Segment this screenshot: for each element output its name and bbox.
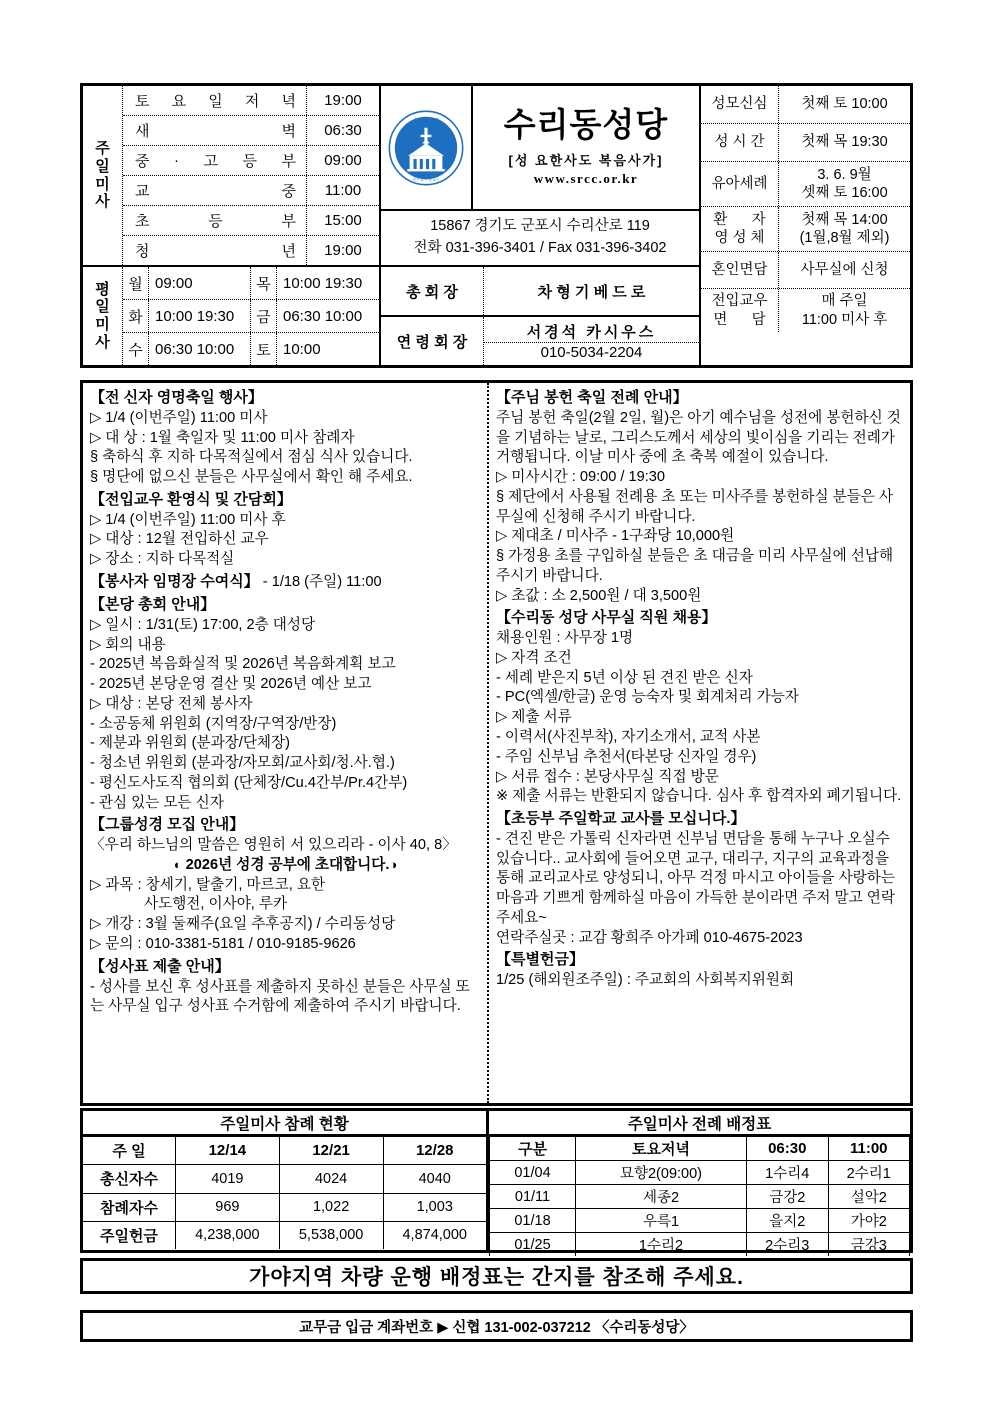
sacrament-value-line: 사무실에 신청: [800, 261, 889, 278]
section-title-sacrament-slip: 【성사표 제출 안내】: [90, 957, 230, 975]
announcement-line: - 제분과 위원회 (분과장/단체장): [90, 735, 290, 752]
assignment-0630: 1수리4: [747, 1161, 829, 1185]
sunday-mass-row: [123, 86, 379, 116]
sacrament-label: [701, 207, 779, 251]
announcement-line: ▷ 문의 : 010-3381-5181 / 010-9185-9626: [90, 936, 356, 952]
section-title-sunday-school-teacher: 【초등부 주일학교 교사를 모십니다.】: [496, 810, 746, 828]
bible-group-lines: [90, 876, 481, 955]
table-row: [83, 1165, 486, 1193]
assignment-0630: 2수리3: [747, 1233, 829, 1257]
sacrament-slip-text: - 성사를 보신 후 성사표를 제출하지 못하신 분들은 사무실 또는 사무실 입구 성사표 수거함에 제출하여 주시기 바랍니다.: [90, 978, 470, 1015]
weekday-day: 화: [123, 300, 149, 332]
mass-name-char: 년: [281, 243, 296, 260]
sunday-mass-time: 06:30: [324, 122, 362, 139]
assignment-1100: 금강3: [828, 1233, 910, 1257]
sacrament-label: 혼인면담: [701, 252, 779, 288]
sacrament-label: 성 시 간: [701, 124, 779, 161]
table-row: [490, 1185, 910, 1209]
announcement-line: - 평신도사도직 협의회 (단체장/Cu.4간부/Pr.4간부): [90, 774, 408, 791]
sunday-mass-label-c3: 사: [95, 193, 110, 211]
sunday-mass-time: 11:00: [324, 182, 362, 199]
sacrament-value-line: (1월,8월 제외): [799, 230, 890, 246]
assignment-date: 01/18: [490, 1209, 576, 1233]
svg-text:수리동성당: 수리동성당: [412, 117, 440, 124]
vehicle-schedule-banner: 가야지역 차량 운행 배정표는 간지를 참조해 주세요.: [80, 1258, 913, 1294]
weekday-mass-label: [83, 267, 123, 365]
announcement-line: ▷ 일시 : 1/31(토) 17:00, 2층 대성당: [90, 616, 316, 633]
weekday-day: 월: [123, 267, 149, 299]
assignment-sat: 1수리2: [576, 1233, 747, 1257]
attendance-table: [83, 1136, 486, 1249]
sacrament-row: [701, 124, 910, 162]
assignment-1100: 가야2: [828, 1209, 910, 1233]
table-row: [490, 1137, 910, 1161]
weekday-mass-label-c2: 미: [95, 316, 110, 333]
mass-name-char: 고: [203, 153, 218, 170]
weekday-day: 목: [251, 267, 277, 299]
sacrament-value-line: 매 주일: [821, 293, 868, 310]
mass-name-char: 부: [281, 153, 296, 170]
sacrament-value: [779, 86, 910, 123]
weekday-day: 수: [123, 333, 149, 365]
mass-name-char: 녁: [281, 93, 296, 110]
sunday-school-teacher-body: - 견진 받은 가톨릭 신자라면 신부님 면담을 통해 누구나 오실수 있습니다.. 교사회에 들어오면 교구, 대리구, 지구의 교육과정을 통해 교리교사로 양성되니, 아무 걱정 마시고 아이들을 사랑하는 마음과 기쁘게 함께하실 마음이 가득한 분이라면 주저 말고 연락 주세요~: [496, 830, 895, 926]
sunday-mass-label-c0: 주: [95, 140, 110, 158]
table-header-cell: 주 일: [83, 1137, 176, 1165]
statistics-tables: [80, 1108, 913, 1253]
table-row-label: 총신자수: [83, 1165, 176, 1193]
assignment-sat: 세종2: [576, 1185, 747, 1209]
sunday-mass-label-c1: 일: [95, 157, 110, 175]
feast-day-lines: [90, 409, 481, 488]
sacrament-schedule-block: [701, 86, 910, 365]
table-header-cell: 구분: [490, 1137, 576, 1161]
sacrament-value-line: 셋째 토 16:00: [801, 185, 888, 201]
chief-officer-row: [381, 267, 699, 317]
weekday-mass-section: [83, 267, 379, 365]
sacrament-row: [701, 207, 910, 252]
mass-name-char: 저: [244, 93, 260, 110]
table-cell: 4,238,000: [176, 1221, 280, 1249]
assignment-sat: 우륵1: [576, 1209, 747, 1233]
bible-group-invite-text: 2026년 성경 공부에 초대합니다.: [185, 856, 390, 873]
sacrament-row: [701, 289, 910, 332]
sunday-mass-time: 19:00: [324, 92, 362, 109]
sacrament-row: [701, 252, 910, 289]
sunday-mass-row: [123, 176, 379, 206]
sunday-mass-name: [123, 236, 307, 265]
moon-icon-left: ◐: [173, 856, 182, 872]
parish-assembly-lines: [90, 616, 481, 814]
sunday-mass-time: 15:00: [324, 212, 362, 229]
weekday-time: 10:00 19:30: [149, 300, 251, 332]
weekday-mass-label-c1: 일: [95, 298, 110, 316]
church-website[interactable]: www.srcc.or.kr: [533, 171, 639, 186]
announcement-line: ▷ 회의 내용: [90, 636, 166, 653]
sunday-mass-label-c2: 미: [95, 175, 110, 193]
weekday-mass-rows: [123, 267, 379, 365]
announcement-line: - 2025년 복음화실적 및 2026년 복음화계획 보고: [90, 656, 396, 673]
candle-offering-note-1: § 제단에서 사용될 전례용 초 또는 미사주를 봉헌하실 분들은 사무실에 신청해 주시기 바랍니다.: [496, 488, 894, 525]
church-logo-icon: [387, 109, 465, 187]
announcement-line: § 명단에 없으신 분들은 사무실에서 확인 해 주세요.: [90, 469, 413, 486]
section-title-special-offering: 【특별헌금】: [496, 951, 584, 969]
section-title-newcomer-welcome: 【전입교우 환영식 및 간담회】: [90, 490, 292, 508]
announcement-line: ▷ 개강 : 3월 둘째주(요일 추후공지) / 수리동성당: [90, 916, 396, 933]
announcement-line: 사도행전, 이사야, 루카: [144, 896, 288, 913]
liturgy-assignment-title: 주일미사 전례 배정표: [489, 1111, 910, 1136]
sunday-mass-name: [123, 116, 307, 145]
sacrament-label-line: 영 성 체: [714, 230, 765, 246]
sunday-mass-row: [123, 206, 379, 236]
weekday-time: 06:30 10:00: [149, 333, 251, 365]
table-cell: 4024: [279, 1165, 383, 1193]
section-title-bible-group: 【그룹성경 모집 안내】: [90, 816, 245, 834]
announcement-line: - PC(엑셀/한글) 운영 능숙자 및 회계처리 가능자: [496, 689, 799, 706]
table-cell: 5,538,000: [279, 1221, 383, 1249]
announcement-line: - 이력서(사진부착), 자기소개서, 교적 사본: [496, 728, 761, 745]
attendance-table-block: [83, 1111, 489, 1250]
presentation-feast-mass-time: ▷ 미사시간 : 09:00 / 19:30: [496, 469, 666, 486]
sacrament-value: [779, 207, 910, 251]
table-row-label: 주일헌금: [83, 1221, 176, 1249]
table-header-cell: 11:00: [828, 1137, 910, 1161]
announcement-line: ▷ 1/4 (이번주일) 11:00 미사 후: [90, 511, 286, 528]
liturgy-assignment-block: [489, 1111, 910, 1254]
table-header-cell: 12/14: [176, 1137, 280, 1165]
mass-name-char: 중: [135, 153, 150, 170]
announcement-line: - 2025년 본당운영 결산 및 2026년 예산 보고: [90, 676, 372, 693]
sacrament-value: [779, 124, 910, 161]
table-cell: 1,022: [279, 1193, 383, 1221]
announcement-line: § 축하식 후 지하 다목적실에서 점심 식사 있습니다.: [90, 449, 413, 466]
table-cell: 4040: [383, 1165, 486, 1193]
sacrament-value-line: 첫째 토 10:00: [801, 96, 888, 113]
senior-officer-row: [381, 317, 699, 365]
weekday-mass-label-c3: 사: [95, 333, 110, 351]
svg-text:천주교 수원교구: 천주교 수원교구: [412, 176, 440, 182]
volunteer-appointment-title: 【봉사자 임명장 수여식】: [90, 572, 259, 590]
sunday-mass-time: 09:00: [324, 152, 362, 169]
mass-name-char: 등: [208, 213, 223, 230]
mass-name-char: 청: [135, 243, 150, 260]
weekday-day: 토: [251, 333, 277, 365]
assignment-1100: 설악2: [828, 1185, 910, 1209]
sunday-mass-name: [123, 86, 307, 115]
sunday-mass-row: [123, 236, 379, 265]
church-patron: [성 요한사도 복음사가]: [508, 153, 664, 168]
section-title-feast-day: 【전 신자 영명축일 행사】: [90, 389, 263, 406]
candle-offering-price-1: ▷ 제대초 / 미사주 - 1구좌당 10,000원: [496, 528, 735, 545]
announcement-line: - 관심 있는 모든 신자: [90, 794, 224, 811]
announcement-line: ▷ 1/4 (이번주일) 11:00 미사: [90, 409, 268, 426]
sunday-mass-label: [83, 86, 123, 265]
weekday-time: 09:00: [149, 267, 251, 299]
sacrament-row: [701, 86, 910, 124]
weekday-time: 06:30 10:00: [283, 307, 363, 325]
table-cell: 4019: [176, 1165, 280, 1193]
announcement-line: - 주임 신부님 추천서(타본당 신자일 경우): [496, 748, 757, 765]
table-cell: 4,874,000: [383, 1221, 486, 1249]
sunday-mass-name: [123, 176, 307, 205]
mass-name-char: ·: [174, 152, 179, 169]
liturgy-assignment-table: [489, 1136, 910, 1256]
assignment-date: 01/11: [490, 1185, 576, 1209]
sacrament-value-line: 3. 6. 9월: [817, 166, 872, 183]
bible-group-invite: [90, 856, 481, 876]
section-title-parish-assembly: 【본당 총회 안내】: [90, 596, 216, 614]
sacrament-row: [701, 162, 910, 207]
announcement-line: ▷ 과목 : 창세기, 탈출기, 마르코, 요한: [90, 876, 326, 893]
sunday-mass-row: [123, 116, 379, 146]
volunteer-appointment-detail: - 1/18 (주일) 11:00: [258, 573, 382, 590]
table-row: [490, 1161, 910, 1185]
mass-name-char: 새: [135, 123, 150, 140]
church-address: [381, 211, 699, 267]
sacrament-label: [701, 289, 779, 332]
sunday-school-teacher-contact: 연락주실곳 : 교감 황희주 아가페 010-4675-2023: [496, 929, 803, 946]
assignment-date: 01/04: [490, 1161, 576, 1185]
mass-name-char: 벽: [281, 123, 296, 140]
address-line-2: 전화 031-396-3401 / Fax 031-396-3402: [413, 240, 667, 256]
assignment-0630: 을지2: [747, 1209, 829, 1233]
sacrament-value-line: 첫째 목 14:00: [801, 211, 888, 228]
sunday-mass-rows: [123, 86, 379, 265]
weekday-time: 10:00 19:30: [283, 274, 363, 292]
table-row: [83, 1137, 486, 1165]
announcement-line: ▷ 장소 : 지하 다목적실: [90, 551, 235, 568]
announcement-line: 채용인원 : 사무장 1명: [496, 630, 634, 647]
senior-officer-label: 연 령 회 장: [381, 317, 484, 365]
mass-name-char: 토: [135, 93, 150, 110]
presentation-feast-body: 주님 봉헌 축일(2월 2일, 월)은 아기 예수님을 성전에 봉헌하신 것을 기념하는 날로, 그리스도께서 세상의 빛이심을 기리는 전례가 거행됩니다. 이날 미사 중에 초 축복 예절이 있습니다.: [496, 409, 901, 466]
mass-name-char: 초: [135, 213, 150, 230]
announcement-line: ▷ 대상 : 본당 전체 봉사자: [90, 695, 253, 712]
sunday-mass-row: [123, 146, 379, 176]
mass-name-char: 교: [135, 183, 150, 200]
weekday-mass-row: [123, 333, 379, 365]
candle-offering-note-2: § 가정용 초를 구입하실 분들은 초 대금을 미리 사무실에 선납해 주시기 바랍니다.: [496, 548, 894, 584]
assignment-0630: 금강2: [747, 1185, 829, 1209]
account-number-banner: 교무금 입금 계좌번호 ▶ 신협 131-002-037212 〈수리동성당〉: [80, 1310, 913, 1342]
announcement-line: - 청소년 위원회 (분과장/자모회/교사회/청.사.협.): [90, 755, 395, 772]
announcement-line: ▷ 대상 : 12월 전입하신 교우: [90, 531, 269, 548]
assignment-date: 01/25: [490, 1233, 576, 1257]
church-title-group: [473, 86, 699, 209]
chief-officer-label: 총 회 장: [381, 267, 484, 315]
sacrament-value: [779, 252, 910, 288]
assignment-1100: 2수리1: [828, 1161, 910, 1185]
announcement-line: ▷ 제출 서류: [496, 709, 572, 726]
church-logo-cell: [381, 86, 473, 209]
table-header-cell: 06:30: [747, 1137, 829, 1161]
section-title-presentation-feast: 【주님 봉헌 축일 전례 안내】: [496, 389, 688, 406]
announcement-line: ▷ 자격 조건: [496, 649, 572, 666]
announcements-body: [80, 380, 913, 1106]
sacrament-label-line: 환 자: [713, 211, 766, 228]
table-row: [83, 1193, 486, 1221]
sacrament-value-line: 11:00 미사 후: [801, 311, 888, 328]
announcements-left-column: [83, 383, 489, 1103]
table-row-label: 참례자수: [83, 1193, 176, 1221]
announcement-line: - 소공동체 위원회 (지역장/구역장/반장): [90, 715, 337, 732]
staff-recruitment-lines: [496, 629, 904, 787]
weekday-mass-row: [123, 300, 379, 333]
church-title-row: [381, 86, 699, 211]
section-title-staff-recruitment: 【수리동 성당 사무실 직원 채용】: [496, 609, 717, 627]
sacrament-label: 성모신심: [701, 86, 779, 123]
sacrament-label-line: 전입교우: [711, 293, 768, 310]
table-row: [83, 1221, 486, 1249]
sunday-mass-section: [83, 86, 379, 267]
table-row: [490, 1233, 910, 1257]
sacrament-label: 유아세례: [701, 162, 779, 206]
table-header-cell: 12/21: [279, 1137, 383, 1165]
sacrament-value-line: 첫째 목 19:30: [801, 134, 888, 151]
weekday-time: 10:00: [283, 340, 321, 358]
weekday-mass-label-c0: 평: [95, 280, 110, 298]
header-info-table: [80, 83, 913, 368]
staff-recruitment-note: ※ 제출 서류는 반환되지 않습니다. 심사 후 합격자외 폐기됩니다.: [496, 788, 902, 805]
senior-officer-tel: 010-5034-2204: [484, 342, 699, 361]
announcement-line: ▷ 서류 접수 : 본당사무실 직접 방문: [496, 768, 719, 785]
weekday-day: 금: [251, 300, 277, 332]
senior-officer-name: 서경석 카시우스: [526, 324, 657, 341]
candle-offering-price-2: ▷ 초값 : 소 2,500원 / 대 3,500원: [496, 587, 702, 604]
sunday-mass-name: [123, 146, 307, 175]
announcement-line: ▷ 대 상 : 1월 축일자 및 11:00 미사 참례자: [90, 429, 355, 446]
senior-officer-info: [484, 317, 699, 365]
assignment-sat: 묘향2(09:00): [576, 1161, 747, 1185]
announcements-right-column: [489, 383, 910, 1103]
mass-name-char: 요: [171, 93, 187, 110]
mass-name-char: 부: [281, 213, 296, 230]
table-header-cell: 12/28: [383, 1137, 486, 1165]
attendance-table-title: 주일미사 참례 현황: [83, 1111, 486, 1136]
chief-officer-name: 차 형 기 베 드 로: [537, 283, 646, 301]
mass-schedule-block: [83, 86, 381, 365]
mass-name-char: 중: [281, 183, 296, 200]
section-title-volunteer-appointment: [90, 571, 481, 593]
church-identity-block: [381, 86, 701, 365]
moon-icon-right: ◑: [389, 856, 398, 872]
sacrament-value: [779, 162, 910, 206]
special-offering-line: 1/25 (해외원조주일) : 주교회의 사회복지위원회: [496, 972, 795, 989]
bible-group-quote: 〈우리 하느님의 말씀은 영원히 서 있으리라 - 이사 40, 8〉: [90, 837, 457, 854]
announcement-line: - 세례 받은지 5년 이상 된 견진 받은 신자: [496, 669, 753, 686]
table-row: [490, 1209, 910, 1233]
newcomer-welcome-lines: [90, 511, 481, 570]
table-header-cell: 토요저녁: [576, 1137, 747, 1161]
table-cell: 1,003: [383, 1193, 486, 1221]
mass-name-char: 일: [208, 93, 223, 110]
mass-name-char: 등: [242, 153, 257, 170]
sacrament-label-line: 면 담: [713, 311, 766, 328]
sunday-mass-name: [123, 206, 307, 235]
sacrament-value: [779, 289, 910, 332]
table-cell: 969: [176, 1193, 280, 1221]
church-name: 수리동성당: [503, 106, 669, 143]
address-line-1: 15867 경기도 군포시 수리산로 119: [430, 218, 650, 235]
weekday-mass-row: [123, 267, 379, 300]
sunday-mass-time: 19:00: [324, 242, 362, 259]
